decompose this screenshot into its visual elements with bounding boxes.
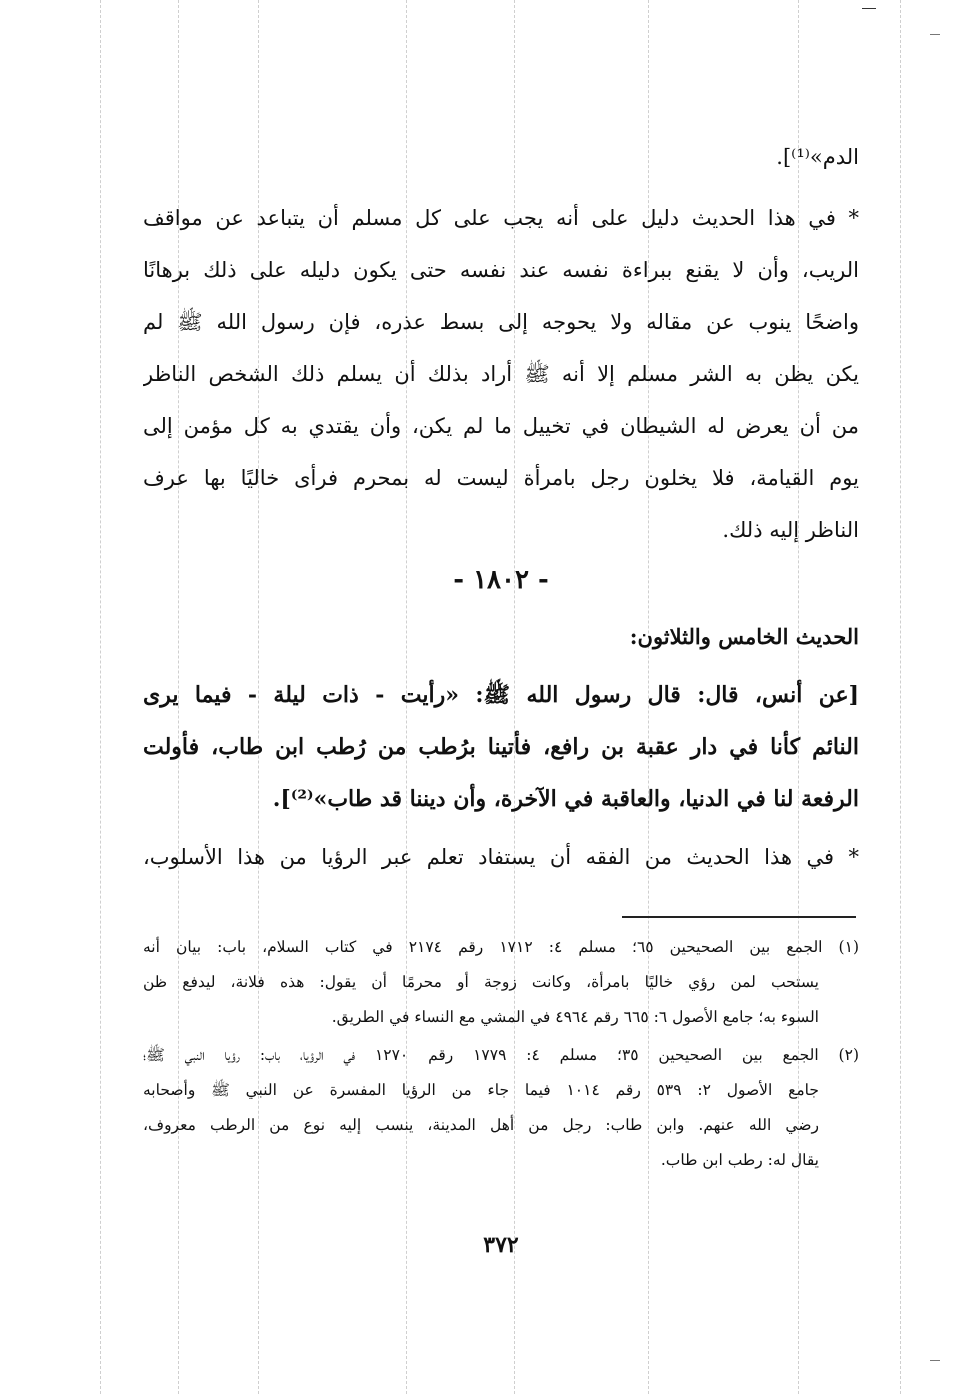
footnote-line: السوء به؛ جامع الأصول ٦: ٦٦٥ رقم ٤٩٦٤ في المشي مع النساء في الطريق. — [331, 1008, 819, 1026]
side-tick — [930, 34, 940, 35]
paragraph-line: * في هذا الحديث دليل على أنه يجب على كل مسلم أن يتباعد عن مواقف — [143, 206, 859, 230]
footnote-separator — [622, 916, 856, 918]
footnote-text: الجمع بين الصحيحين ٣٥؛ مسلم ٤: ١٧٧٩ رقم ١٢٧٠ في الرؤيا، باب: رؤيا النبي ﷺ؛ — [143, 1046, 819, 1064]
continuation-line: الدم»⁽¹⁾]. — [776, 145, 859, 169]
footnote-line: جامع الأصول ٢: ٥٣٩ رقم ١٠١٤ فيما جاء من الرؤيا المفسرة عن النبي ﷺ وأصحابه — [143, 1081, 819, 1099]
hadith-line: النائم كأنا في دار عقبة بن رافع، فأتينا برُطب من رُطب ابن طاب، فأولت — [143, 734, 859, 760]
commentary-paragraph-2: * في هذا الحديث من الفقه أن يستفاد تعلم عبر الرؤيا من هذا الأسلوب، — [143, 845, 859, 869]
side-tick — [930, 1360, 940, 1361]
paragraph-line: يوم القيامة، فلا يخلون رجل بامرأة ليست له بمحرم فرأى خاليًا بها عرف — [143, 466, 859, 490]
hadith-number: - ١٨٠٢ - — [453, 565, 549, 595]
paragraph-line: من أن يعرض له الشيطان في تخييل ما لم يكن، وأن يقتدي به كل مؤمن إلى — [143, 414, 859, 438]
page-number: ٣٧٢ — [483, 1232, 519, 1258]
footnote-text: الجمع بين الصحيحين ٦٥؛ مسلم ٤: ١٧١٢ رقم ٢١٧٤ في كتاب السلام، باب: بيان أنه — [143, 938, 823, 956]
paragraph-line: واضحًا ينوب عن مقاله ولا يحوجه إلى بسط عذره، فإن رسول الله ﷺ لم — [143, 310, 859, 334]
footnote-marker: (١) — [838, 938, 859, 956]
crop-mark — [862, 8, 876, 9]
footnote-line: يستحب لمن رؤي خاليًا بامرأة، وكانت زوجة أو محرمًا أن يقول: هذه فلانة، ليدفع ظن — [143, 973, 819, 991]
paragraph-line: الريب، وأن لا يقنع ببراءة نفسه عند نفسه حتى يكون دليله على ذلك برهانًا — [143, 258, 859, 282]
paragraph-line: الناظر إليه ذلك. — [722, 518, 859, 542]
footnote-marker: (٢) — [838, 1046, 859, 1064]
margin-guide-left — [100, 0, 101, 1394]
hadith-line: [عن أنس، قال: قال رسول الله ﷺ: «رأيت - ذات ليلة - فيما يرى — [143, 682, 859, 708]
paragraph-line: يكن يظن به الشر مسلم إلا أنه ﷺ أراد بذلك أن يسلم ذلك الشخص الناظر — [143, 362, 859, 386]
margin-guide-right — [900, 0, 901, 1394]
section-heading: الحديث الخامس والثلاثون: — [629, 624, 859, 649]
footnote-line — [143, 932, 859, 962]
hadith-line: الرفعة لنا في الدنيا، والعاقبة في الآخرة، وأن ديننا قد طاب»⁽²⁾]. — [272, 786, 859, 812]
footnote-line — [143, 1040, 859, 1070]
footnote-line: يقال له: رطب ابن طاب. — [660, 1151, 819, 1169]
footnote-line: رضي الله عنهم. وابن طاب: رجل من أهل المدينة، ينسب إليه نوع من الرطب معروف، — [143, 1116, 819, 1134]
